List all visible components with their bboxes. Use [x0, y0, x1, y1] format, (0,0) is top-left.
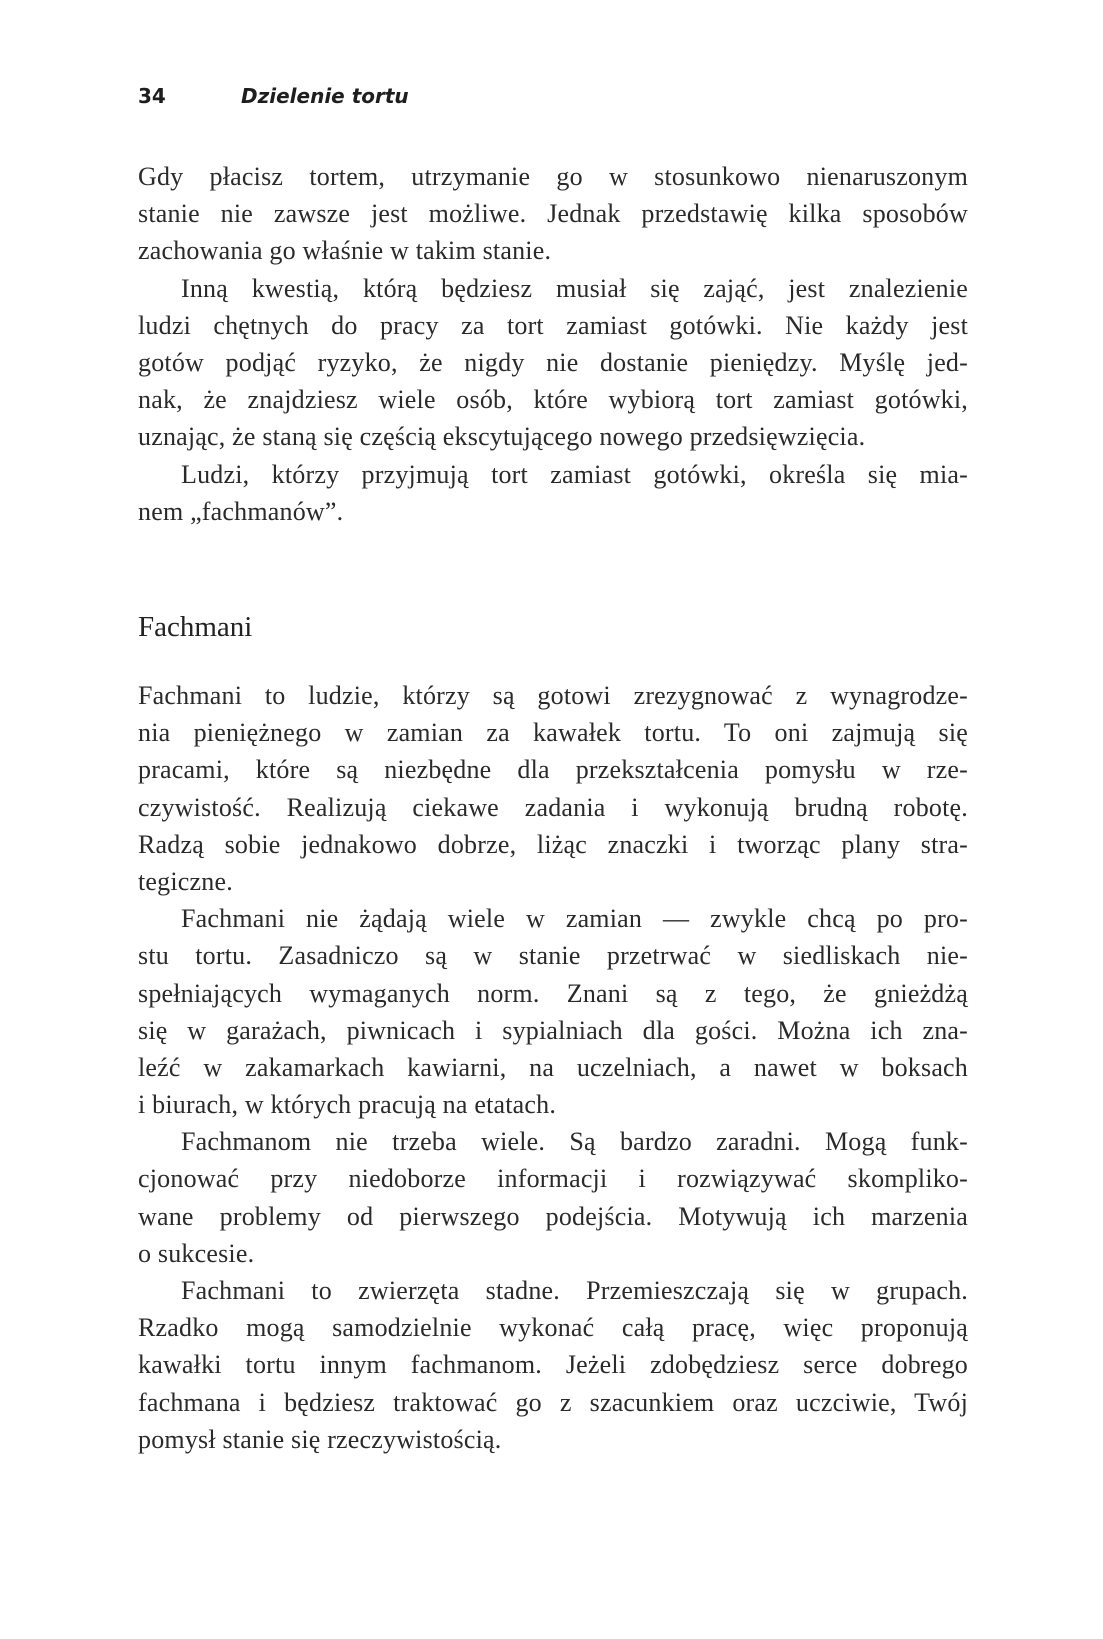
text-line: o sukcesie. — [138, 1238, 255, 1268]
text-line: cjonować przy niedoborze informacji i rozwiązywać skompliko- — [138, 1164, 968, 1194]
text-line: nak, że znajdziesz wiele osób, które wybiorą tort zamiast gotówki, — [138, 385, 968, 415]
text-line: fachmana i będziesz traktować go z szacunkiem oraz uczciwie, Twój — [138, 1387, 968, 1417]
text-line: Fachmani nie żądają wiele w zamian — zwykle chcą po pro- — [181, 904, 968, 934]
text-line: tegiczne. — [138, 866, 233, 896]
text-line: gotów podjąć ryzyko, że nigdy nie dostanie pieniędzy. Myślę jed- — [138, 347, 968, 377]
text-line: Inną kwestią, którą będziesz musiał się zająć, jest znalezienie — [181, 273, 968, 303]
text-line: kawałki tortu innym fachmanom. Jeżeli zdobędziesz serce dobrego — [138, 1350, 968, 1380]
text-line: nem „fachmanów”. — [138, 496, 344, 526]
text-line: pomysł stanie się rzeczywistością. — [138, 1424, 502, 1454]
text-line: nia pieniężnego w zamian za kawałek tortu. To oni zajmują się — [138, 718, 968, 748]
text-line: ludzi chętnych do pracy za tort zamiast gotówki. Nie każdy jest — [138, 310, 968, 340]
text-line: czywistość. Realizują ciekawe zadania i wykonują brudną robotę. — [138, 792, 968, 822]
text-line: spełniających wymaganych norm. Znani są z tego, że gnieżdżą — [138, 978, 968, 1008]
text-line: uznając, że staną się częścią ekscytującego nowego przedsięwzięcia. — [138, 422, 866, 452]
intro-text — [138, 158, 968, 530]
text-line: Fachmani to ludzie, którzy są gotowi zrezygnować z wynagrodze- — [138, 681, 968, 710]
text-line: i biurach, w których pracują na etatach. — [138, 1090, 557, 1120]
text-line: Fachmani to zwierzęta stadne. Przemieszczają się w grupach. — [181, 1276, 968, 1305]
text-line: Rzadko mogą samodzielnie wykonać całą pracę, więc proponują — [138, 1313, 968, 1343]
text-line: Gdy płacisz tortem, utrzymanie go w stosunkowo nienaruszonym — [138, 162, 968, 191]
text-line: stanie nie zawsze jest możliwe. Jednak przedstawię kilka sposobów — [138, 199, 968, 229]
text-line: Fachmanom nie trzeba wiele. Są bardzo zaradni. Mogą funk- — [181, 1127, 968, 1157]
text-line: leźć w zakamarkach kawiarni, na uczelniach, a nawet w boksach — [138, 1052, 968, 1082]
text-line: Radzą sobie jednakowo dobrze, liżąc znaczki i tworząc plany stra- — [138, 829, 968, 859]
section-text — [138, 677, 968, 1458]
text-line: Ludzi, którzy przyjmują tort zamiast gotówki, określa się mia- — [181, 459, 968, 489]
page-number: 34 — [138, 84, 166, 108]
running-head — [138, 84, 409, 114]
text-line: się w garażach, piwnicach i sypialniach dla gości. Można ich zna- — [138, 1015, 968, 1045]
section-heading: Fachmani — [138, 611, 253, 643]
text-line: wane problemy od pierwszego podejścia. Motywują ich marzenia — [138, 1201, 968, 1231]
running-title: Dzielenie tortu — [241, 84, 409, 108]
text-line: stu tortu. Zasadniczo są w stanie przetrwać w siedliskach nie- — [138, 941, 968, 971]
text-line: zachowania go właśnie w takim stanie. — [138, 236, 552, 266]
text-line: pracami, które są niezbędne dla przekształcenia pomysłu w rze- — [138, 755, 968, 785]
